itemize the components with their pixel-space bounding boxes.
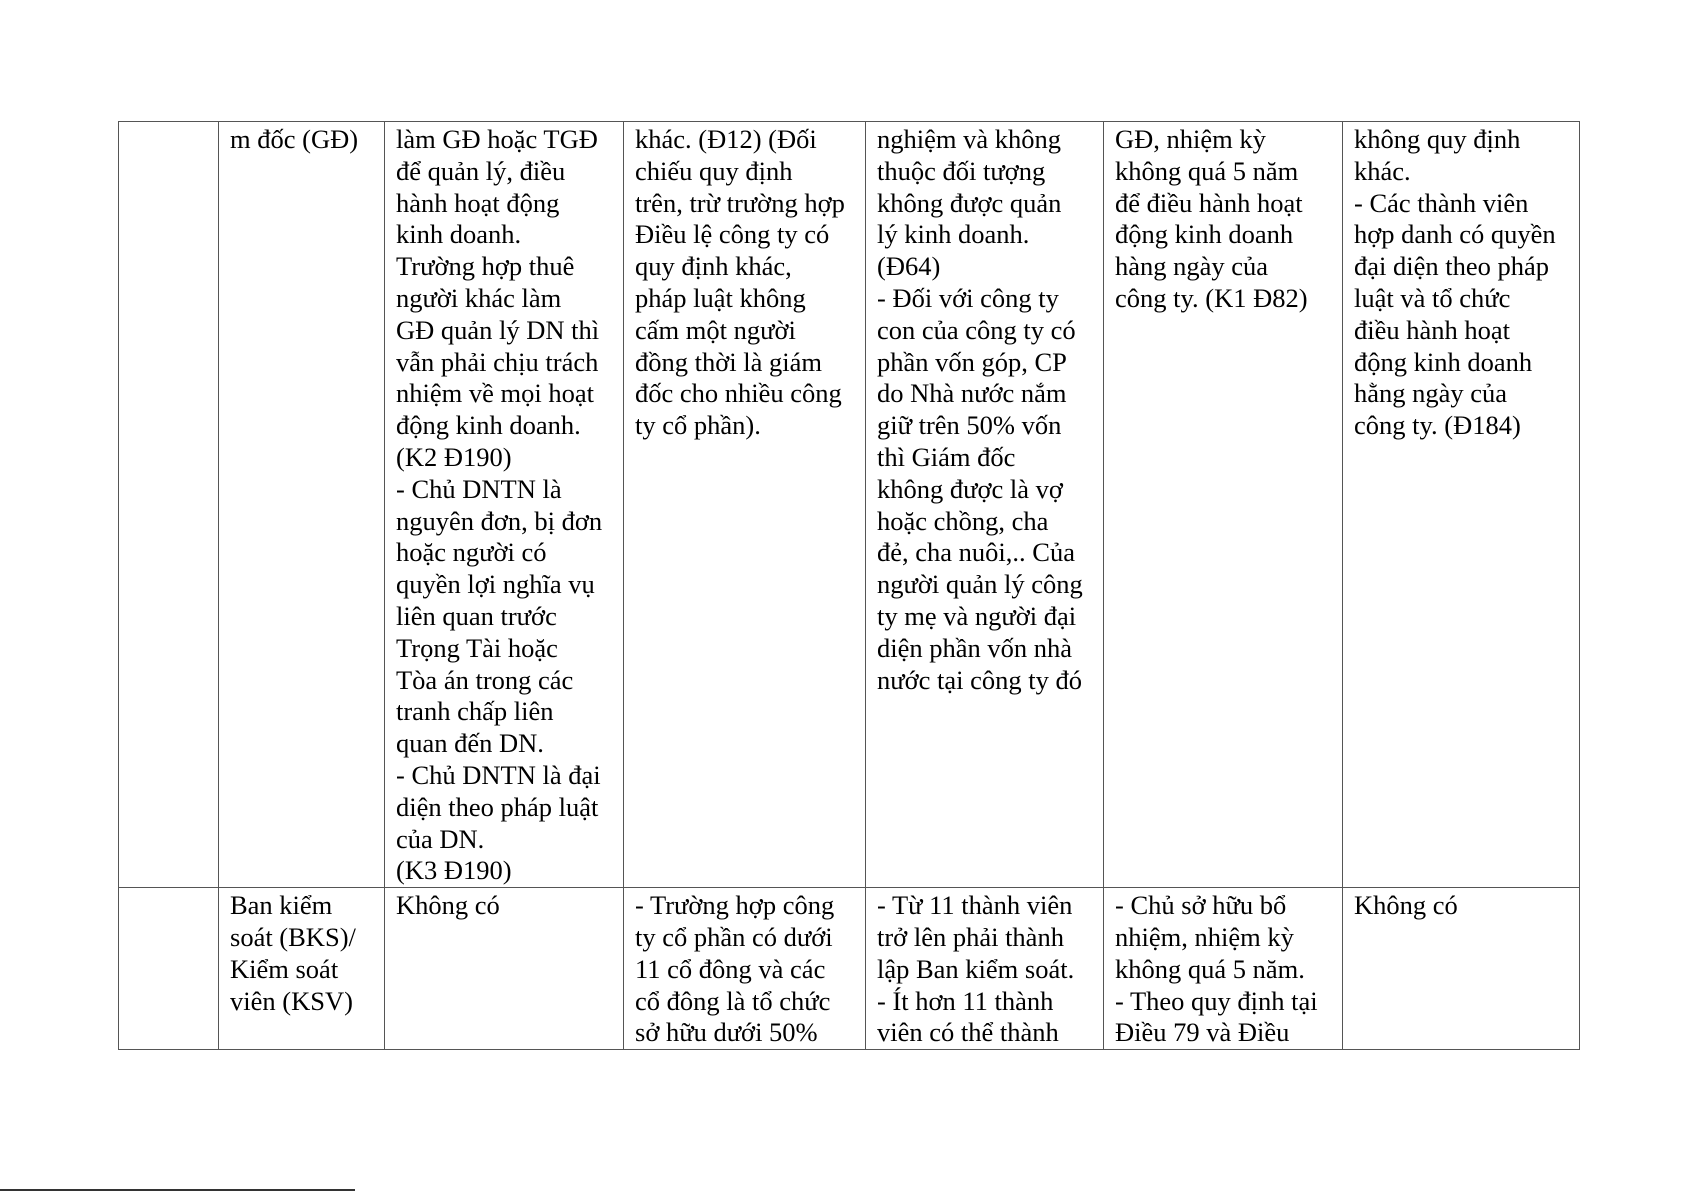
table-cell-joint-stock: - Trường hợp công ty cổ phần có dưới 11 cổ đông và các cổ đông là tổ chức sở hữu dưới 50% [624,888,866,1050]
table-cell-category-group [119,122,219,888]
table-cell-joint-stock: khác. (Đ12) (Đối chiếu quy định trên, trừ trường hợp Điều lệ công ty có quy định khác, pháp luật không cấm một người đồng thời là giám đốc cho nhiều công ty cổ phần). [624,122,866,888]
footnote-separator [0,1189,355,1191]
table-cell-role-name: m đốc (GĐ) [219,122,385,888]
table-cell-private-enterprise: Không có [385,888,624,1050]
table-cell-llc-multi-member: - Từ 11 thành viên trở lên phải thành lập Ban kiểm soát. - Ít hơn 11 thành viên có thể thành [866,888,1104,1050]
table-row-supervisory-board [119,888,1580,1050]
comparison-table [118,121,1580,1050]
table-row-director [119,122,1580,888]
table-cell-llc-multi-member: nghiệm và không thuộc đối tượng không được quản lý kinh doanh. (Đ64) - Đối với công ty con của công ty có phần vốn góp, CP do Nhà nước nắm giữ trên 50% vốn thì Giám đốc không được là vợ hoặc chồng, cha đẻ, cha nuôi,.. Của người quản lý công ty mẹ và người đại diện phần vốn nhà nước tại công ty đó [866,122,1104,888]
table-cell-category-group [119,888,219,1050]
table-cell-private-enterprise: làm GĐ hoặc TGĐ để quản lý, điều hành hoạt động kinh doanh. Trường hợp thuê người khác làm GĐ quản lý DN thì vẫn phải chịu trách nhiệm về mọi hoạt động kinh doanh. (K2 Đ190) - Chủ DNTN là nguyên đơn, bị đơn hoặc người có quyền lợi nghĩa vụ liên quan trước Trọng Tài hoặc Tòa án trong các tranh chấp liên quan đến DN. - Chủ DNTN là đại diện theo pháp luật của DN. (K3 Đ190) [385,122,624,888]
table-cell-llc-single-member: GĐ, nhiệm kỳ không quá 5 năm để điều hành hoạt động kinh doanh hàng ngày của công ty. (K1 Đ82) [1104,122,1343,888]
table-cell-llc-single-member: - Chủ sở hữu bổ nhiệm, nhiệm kỳ không quá 5 năm. - Theo quy định tại Điều 79 và Điều [1104,888,1343,1050]
table-cell-partnership: Không có [1343,888,1580,1050]
table-cell-partnership: không quy định khác. - Các thành viên hợp danh có quyền đại diện theo pháp luật và tổ chức điều hành hoạt động kinh doanh hằng ngày của công ty. (Đ184) [1343,122,1580,888]
table-cell-role-name: Ban kiểm soát (BKS)/ Kiểm soát viên (KSV) [219,888,385,1050]
